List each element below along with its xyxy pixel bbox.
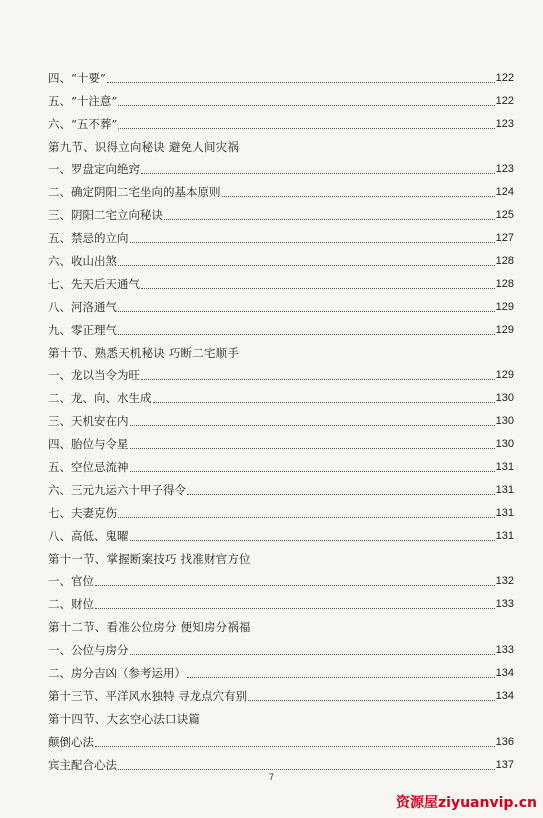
toc-section-heading: [48, 339, 514, 362]
toc-page-number: 128: [495, 277, 514, 290]
toc-page-number: 130: [495, 392, 514, 405]
toc-label: 七、夫妻克伤: [48, 505, 117, 520]
toc-entry: [48, 751, 514, 774]
toc-label: 六、“五不葬”: [48, 116, 118, 131]
toc-label: 第十二节、看准公位房分 便知房分祸福: [48, 620, 251, 635]
toc-label: 六、三元九运六十甲子得令: [48, 482, 186, 497]
toc-entry: [48, 568, 514, 591]
dot-leader: [107, 81, 495, 83]
toc-label: 二、房分吉凶（参考运用）: [48, 666, 186, 681]
toc-label: 七、先天后天通气: [48, 276, 140, 291]
toc-label: 第九节、识得立向秘诀 避免人间灾祸: [48, 139, 240, 154]
dot-leader: [118, 104, 494, 106]
toc-label: 三、阴阳二宅立向秘诀: [48, 208, 163, 223]
toc-label: 宾主配合心法: [48, 757, 117, 772]
toc-entry: [48, 384, 514, 407]
toc-page-number: 133: [495, 644, 514, 657]
toc-label: 五、“十注意”: [48, 93, 118, 108]
toc-page-number: 123: [495, 163, 514, 176]
toc-label: 六、收山出煞: [48, 254, 117, 269]
toc-page-number: 137: [495, 758, 514, 771]
toc-section-heading: [48, 705, 514, 728]
dot-leader: [95, 584, 495, 586]
dot-leader: [130, 653, 495, 655]
toc-page-number: 128: [495, 255, 514, 268]
dot-leader: [222, 195, 495, 197]
dot-leader: [130, 241, 495, 243]
toc-page-number: 130: [495, 438, 514, 451]
toc-entry: [48, 110, 514, 133]
table-of-contents: [48, 64, 514, 774]
toc-page-number: 122: [495, 94, 514, 107]
dot-leader: [141, 287, 495, 289]
toc-page-number: 136: [495, 735, 514, 748]
toc-label: 三、天机安在内: [48, 414, 129, 429]
toc-page-number: 125: [495, 209, 514, 222]
toc-entry: [48, 659, 514, 682]
toc-section-heading: [48, 133, 514, 156]
page-number: 7: [268, 772, 274, 782]
toc-page-number: 123: [495, 117, 514, 130]
toc-entry: [48, 156, 514, 179]
toc-page-number: 124: [495, 186, 514, 199]
dot-leader: [141, 378, 495, 380]
dot-leader: [153, 401, 495, 403]
dot-leader: [118, 264, 495, 266]
toc-page-number: 131: [495, 506, 514, 519]
toc-entry: [48, 201, 514, 224]
toc-entry: [48, 476, 514, 499]
toc-label: 四、胎位与令星: [48, 437, 129, 452]
toc-entry: [48, 590, 514, 613]
dot-leader: [187, 676, 495, 678]
toc-label: 二、龙、向、水生成: [48, 391, 152, 406]
toc-page-number: 134: [495, 689, 514, 702]
toc-label: 第十节、熟悉天机秘诀 巧断二宅顺手: [48, 345, 240, 360]
toc-entry: [48, 499, 514, 522]
toc-label: 一、公位与房分: [48, 643, 129, 658]
site-watermark: 资源屋ziyuanvip.cn: [396, 795, 537, 811]
dot-leader: [130, 424, 495, 426]
dot-leader: [187, 493, 495, 495]
toc-entry: [48, 247, 514, 270]
toc-entry: [48, 224, 514, 247]
toc-page-number: 131: [495, 529, 514, 542]
toc-label: 八、高低、鬼曜: [48, 528, 129, 543]
toc-page-number: 132: [495, 575, 514, 588]
toc-entry: [48, 430, 514, 453]
toc-entry: [48, 636, 514, 659]
toc-label: 第十一节、掌握断案技巧 找准财官方位: [48, 551, 251, 566]
toc-label: 八、河洛通气: [48, 299, 117, 314]
toc-entry: [48, 87, 514, 110]
toc-label: 颠倒心法: [48, 734, 94, 749]
toc-label: 一、龙以当令为旺: [48, 368, 140, 383]
toc-entry: [48, 682, 514, 705]
toc-label: 四、“十要”: [48, 70, 106, 85]
dot-leader: [118, 516, 495, 518]
toc-page-number: 122: [495, 71, 514, 84]
toc-section-heading: [48, 613, 514, 636]
dot-leader: [164, 218, 495, 220]
toc-page-number: 131: [495, 461, 514, 474]
toc-label: 二、确定阴阳二宅坐向的基本原则: [48, 185, 221, 200]
toc-page-number: 131: [495, 483, 514, 496]
toc-page-number: 127: [495, 232, 514, 245]
toc-page-number: 133: [495, 598, 514, 611]
dot-leader: [130, 470, 495, 472]
dot-leader: [130, 539, 495, 541]
toc-page-number: 129: [495, 369, 514, 382]
toc-entry: [48, 178, 514, 201]
toc-entry: [48, 407, 514, 430]
dot-leader: [118, 333, 495, 335]
dot-leader: [130, 447, 495, 449]
dot-leader: [118, 127, 494, 129]
toc-entry: [48, 293, 514, 316]
toc-entry: [48, 728, 514, 751]
toc-page-number: 129: [495, 300, 514, 313]
toc-label: 一、官位: [48, 574, 94, 589]
toc-label: 九、零正理气: [48, 322, 117, 337]
toc-label: 五、空位忌流神: [48, 460, 129, 475]
dot-leader: [95, 607, 495, 609]
dot-leader: [118, 768, 495, 770]
dot-leader: [248, 699, 494, 701]
toc-label: 二、财位: [48, 597, 94, 612]
toc-page-number: 130: [495, 415, 514, 428]
toc-label: 第十四节、大玄空心法口诀篇: [48, 711, 201, 726]
toc-entry: [48, 453, 514, 476]
dot-leader: [95, 745, 495, 747]
dot-leader: [141, 172, 495, 174]
toc-entry: [48, 522, 514, 545]
toc-label: 第十三节、平洋风水独特 寻龙点穴有别: [48, 688, 248, 703]
toc-entry: [48, 316, 514, 339]
toc-page-number: 129: [495, 323, 514, 336]
toc-entry: [48, 270, 514, 293]
toc-entry: [48, 64, 514, 87]
toc-entry: [48, 362, 514, 385]
toc-section-heading: [48, 545, 514, 568]
toc-page-number: 134: [495, 667, 514, 680]
dot-leader: [118, 310, 495, 312]
toc-label: 五、禁忌的立向: [48, 231, 129, 246]
toc-label: 一、罗盘定向绝窍: [48, 162, 140, 177]
